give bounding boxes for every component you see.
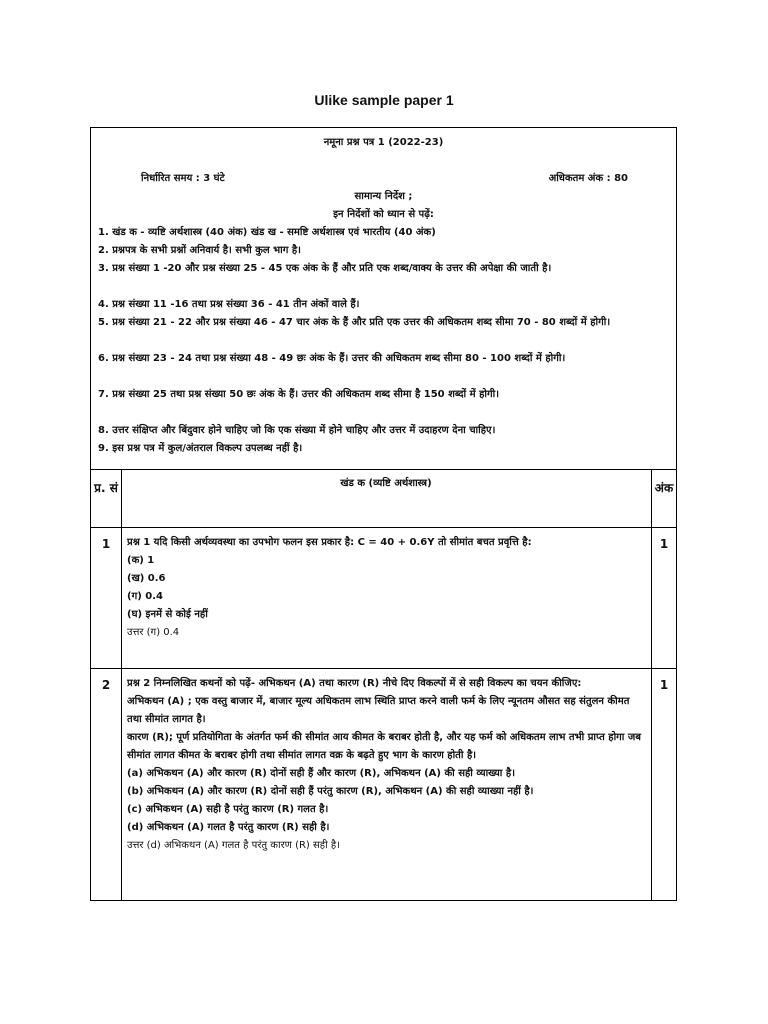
- instruction-item: 9. इस प्रश्न पत्र में कुल/अंतराल विकल्प उपलब्ध नहीं है।: [98, 443, 303, 454]
- paper-header: [91, 128, 676, 469]
- divider: [121, 469, 122, 900]
- instruction-item: 1. खंड क - व्यष्टि अर्थशास्त्र (40 अंक) खंड ख - समष्टि अर्थशास्त्र एवं भारतीय (40 अंक): [98, 227, 436, 238]
- instruction-item: 4. प्रश्न संख्या 11 -16 तथा प्रश्न संख्या 36 - 41 तीन अंकों वाले हैं।: [98, 299, 360, 310]
- assertion-text: अभिकथन (A) ; एक वस्तु बाजार में, बाजार मूल्य अधिकतम लाभ स्थिति प्राप्त करने वाली फर्म के लिए न्यूनतम औसत सह संतुलन कीमत तथा सीमांत लागत है।: [127, 696, 630, 725]
- question-text: प्रश्न 1 यदि किसी अर्थव्यवस्था का उपभोग फलन इस प्रकार है: C = 40 + 0.6Y तो सीमांत बचत प्रवृत्ति है:: [127, 537, 532, 548]
- column-header-marks: अंक: [654, 481, 674, 495]
- option: (घ) इनमें से कोई नहीं: [127, 609, 208, 620]
- question-marks: 1: [659, 678, 669, 692]
- option: (d) अभिकथन (A) गलत है परंतु कारण (R) सही है।: [127, 822, 330, 833]
- instruction-item: 8. उत्तर संक्षिप्त और बिंदुवार होने चाहिए जो कि एक संख्या में होने चाहिए और उत्तर में उदाहरण देना चाहिए।: [98, 425, 496, 436]
- answer: उत्तर (d) अभिकथन (A) गलत है परंतु कारण (R) सही है।: [127, 840, 340, 851]
- time-allowed: निर्धारित समय : 3 घंटे: [141, 173, 225, 184]
- option: (ख) 0.6: [127, 573, 166, 584]
- instruction-item: 5. प्रश्न संख्या 21 - 22 और प्रश्न संख्या 46 - 47 चार अंक के हैं और प्रति एक उत्तर की अधिकतम शब्द सीमा 70 - 80 शब्दों में होगी।: [98, 317, 611, 328]
- instructions-heading: सामान्य निर्देश ;: [354, 191, 413, 202]
- question-row: [127, 534, 643, 642]
- max-marks: अधिकतम अंक : 80: [548, 173, 628, 184]
- column-header-section: खंड क (व्यष्टि अर्थशास्त्र): [340, 478, 432, 489]
- option: (ग) 0.4: [127, 591, 163, 602]
- page-title: Ulike sample paper 1: [314, 92, 454, 108]
- reason-text: कारण (R); पूर्ण प्रतियोगिता के अंतर्गत फर्म की सीमांत आय कीमत के बराबर होती है, और यह फर्म को अधिकतम लाभ तभी प्राप्त होगा जब सीमांत लागत कीमत के बराबर होगी तथा सीमांत लागत वक्र के बढ़ते हुए भाग के कारण होती है।: [127, 732, 642, 761]
- instruction-item: 7. प्रश्न संख्या 25 तथा प्रश्न संख्या 50 छः अंक के हैं। उत्तर की अधिकतम शब्द सीमा है 150 शब्दों में होगी।: [98, 389, 499, 400]
- question-text: प्रश्न 2 निम्नलिखित कथनों को पढ़ें- अभिकथन (A) तथा कारण (R) नीचे दिए विकल्पों में से सही विकल्प का चयन कीजिए:: [127, 678, 582, 689]
- instruction-item: 6. प्रश्न संख्या 23 - 24 तथा प्रश्न संख्या 48 - 49 छः अंक के हैं। उत्तर की अधिकतम शब्द सीमा 80 - 100 शब्दों में होगी।: [98, 353, 566, 364]
- column-header-qno: प्र. सं: [94, 481, 118, 495]
- question-marks: 1: [659, 537, 669, 551]
- instructions-subheading: इन निर्देशों को ध्यान से पढ़ें:: [333, 209, 434, 220]
- question-number: 1: [101, 537, 111, 551]
- answer: उत्तर (ग) 0.4: [127, 627, 180, 638]
- instruction-item: 3. प्रश्न संख्या 1 -20 और प्रश्न संख्या 25 - 45 एक अंक के हैं और प्रति एक शब्द/वाक्य के उत्तर की अपेक्षा की जाती है।: [98, 263, 552, 274]
- option: (क) 1: [127, 555, 155, 566]
- divider: [91, 527, 676, 528]
- option: (a) अभिकथन (A) और कारण (R) दोनों सही हैं और कारण (R), अभिकथन (A) की सही व्याख्या है।: [127, 768, 515, 779]
- question-paper: [90, 127, 677, 901]
- option: (b) अभिकथन (A) और कारण (R) दोनों सही हैं परंतु कारण (R), अभिकथन (A) की सही व्याख्या नहीं है।: [127, 786, 534, 797]
- divider: [91, 668, 676, 669]
- option: (c) अभिकथन (A) सही है परंतु कारण (R) गलत है।: [127, 804, 329, 815]
- instruction-item: 2. प्रश्नपत्र के सभी प्रश्नों अनिवार्य है। सभी कुल भाग है।: [98, 245, 301, 256]
- question-number: 2: [101, 678, 111, 692]
- question-row: [127, 675, 643, 855]
- paper-name: नमूना प्रश्न पत्र 1 (2022-23): [323, 137, 444, 148]
- divider: [91, 469, 676, 470]
